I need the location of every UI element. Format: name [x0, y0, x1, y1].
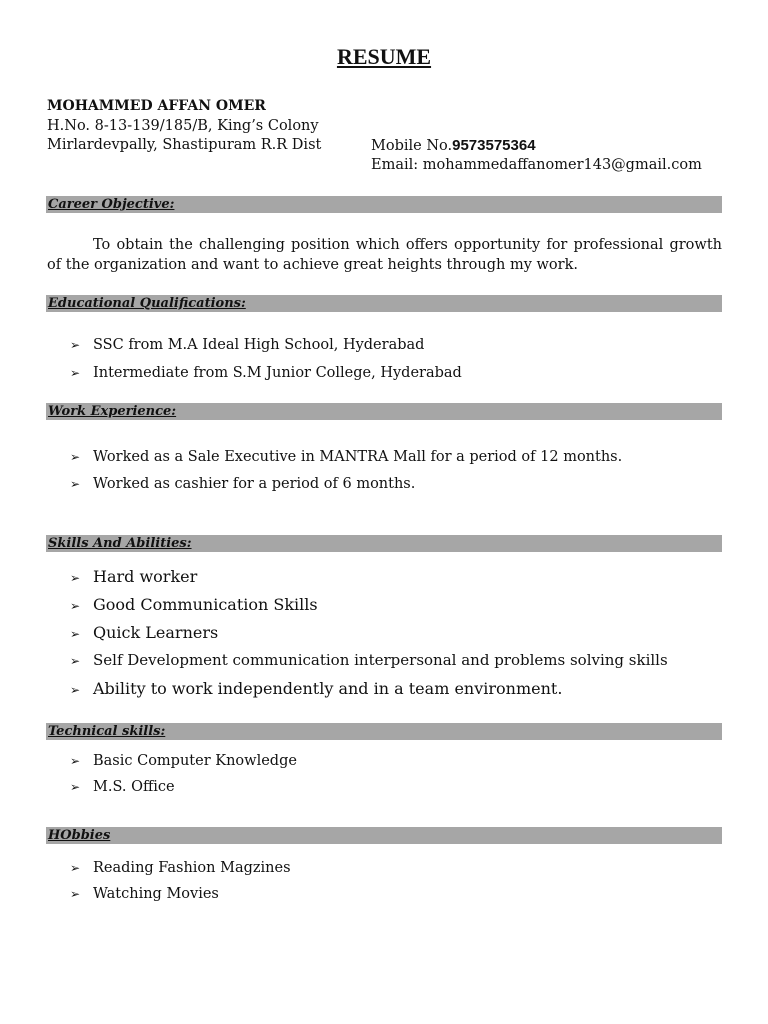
section-heading-education: Educational Qualifications:: [48, 296, 246, 311]
arrow-bullet-icon: ➢: [70, 654, 81, 668]
arrow-bullet-icon: ➢: [70, 477, 81, 491]
arrow-bullet-icon: ➢: [70, 754, 81, 768]
section-heading-skills: Skills And Abilities:: [48, 536, 192, 551]
list-item: [70, 679, 562, 698]
arrow-bullet-icon: ➢: [70, 450, 81, 464]
candidate-name: MOHAMMED AFFAN OMER: [47, 98, 266, 114]
arrow-bullet-icon: ➢: [70, 780, 81, 794]
list-item: [70, 779, 175, 795]
section-heading-work: Work Experience:: [48, 404, 177, 419]
list-item-text: SSC from M.A Ideal High School, Hyderabad: [93, 337, 425, 353]
list-item-text: Worked as a Sale Executive in MANTRA Mall for a period of 12 months.: [93, 449, 623, 465]
email-line: Email: mohammedaffanomer143@gmail.com: [371, 157, 702, 173]
mobile-line: [371, 137, 536, 154]
list-item-text: Reading Fashion Magzines: [93, 860, 291, 876]
list-item: [70, 567, 197, 586]
list-item: [70, 651, 668, 669]
section-heading-career: Career Objective:: [48, 197, 175, 212]
arrow-bullet-icon: ➢: [70, 887, 81, 901]
arrow-bullet-icon: ➢: [70, 599, 81, 613]
section-bar-work: [46, 403, 722, 420]
list-item-text: Hard worker: [93, 567, 198, 586]
list-item-text: Ability to work independently and in a team environment.: [93, 679, 563, 698]
mobile-label: Mobile No.: [371, 138, 453, 154]
list-item: [70, 337, 424, 353]
page-title: RESUME: [336, 44, 432, 69]
section-bar-skills: [46, 535, 722, 552]
list-item-text: Good Communication Skills: [93, 595, 318, 614]
list-item-text: Basic Computer Knowledge: [93, 753, 297, 769]
section-bar-hobbies: [46, 827, 722, 844]
list-item: [70, 753, 297, 769]
arrow-bullet-icon: ➢: [70, 861, 81, 875]
list-item: [70, 365, 462, 381]
list-item-text: Quick Learners: [93, 623, 219, 642]
section-bar-education: [46, 295, 722, 312]
list-item-text: Intermediate from S.M Junior College, Hyderabad: [93, 365, 462, 381]
list-item: [70, 623, 218, 642]
list-item: [70, 860, 291, 876]
list-item: [70, 886, 219, 902]
list-item: [70, 476, 415, 492]
section-bar-technical: [46, 723, 722, 740]
arrow-bullet-icon: ➢: [70, 366, 81, 380]
section-bar-career: [46, 196, 722, 213]
arrow-bullet-icon: ➢: [70, 627, 81, 641]
arrow-bullet-icon: ➢: [70, 571, 81, 585]
list-item-text: Self Development communication interpersonal and problems solving skills: [93, 651, 668, 669]
mobile-number: 9573575364: [452, 137, 536, 154]
section-heading-technical: Technical skills:: [48, 724, 166, 739]
section-heading-hobbies: HObbies: [48, 828, 111, 843]
career-objective-text: To obtain the challenging position which offers opportunity for professional growth of the organization and want to achieve great heights through my work.: [47, 237, 722, 273]
list-item: [70, 449, 622, 465]
arrow-bullet-icon: ➢: [70, 338, 81, 352]
list-item: [70, 595, 318, 614]
address-line-1: H.No. 8-13-139/185/B, King’s Colony: [47, 118, 319, 134]
list-item-text: Watching Movies: [93, 886, 219, 902]
address-line-2: Mirlardevpally, Shastipuram R.R Dist: [47, 137, 322, 153]
arrow-bullet-icon: ➢: [70, 683, 81, 697]
list-item-text: Worked as cashier for a period of 6 months.: [93, 476, 416, 492]
list-item-text: M.S. Office: [93, 779, 175, 795]
